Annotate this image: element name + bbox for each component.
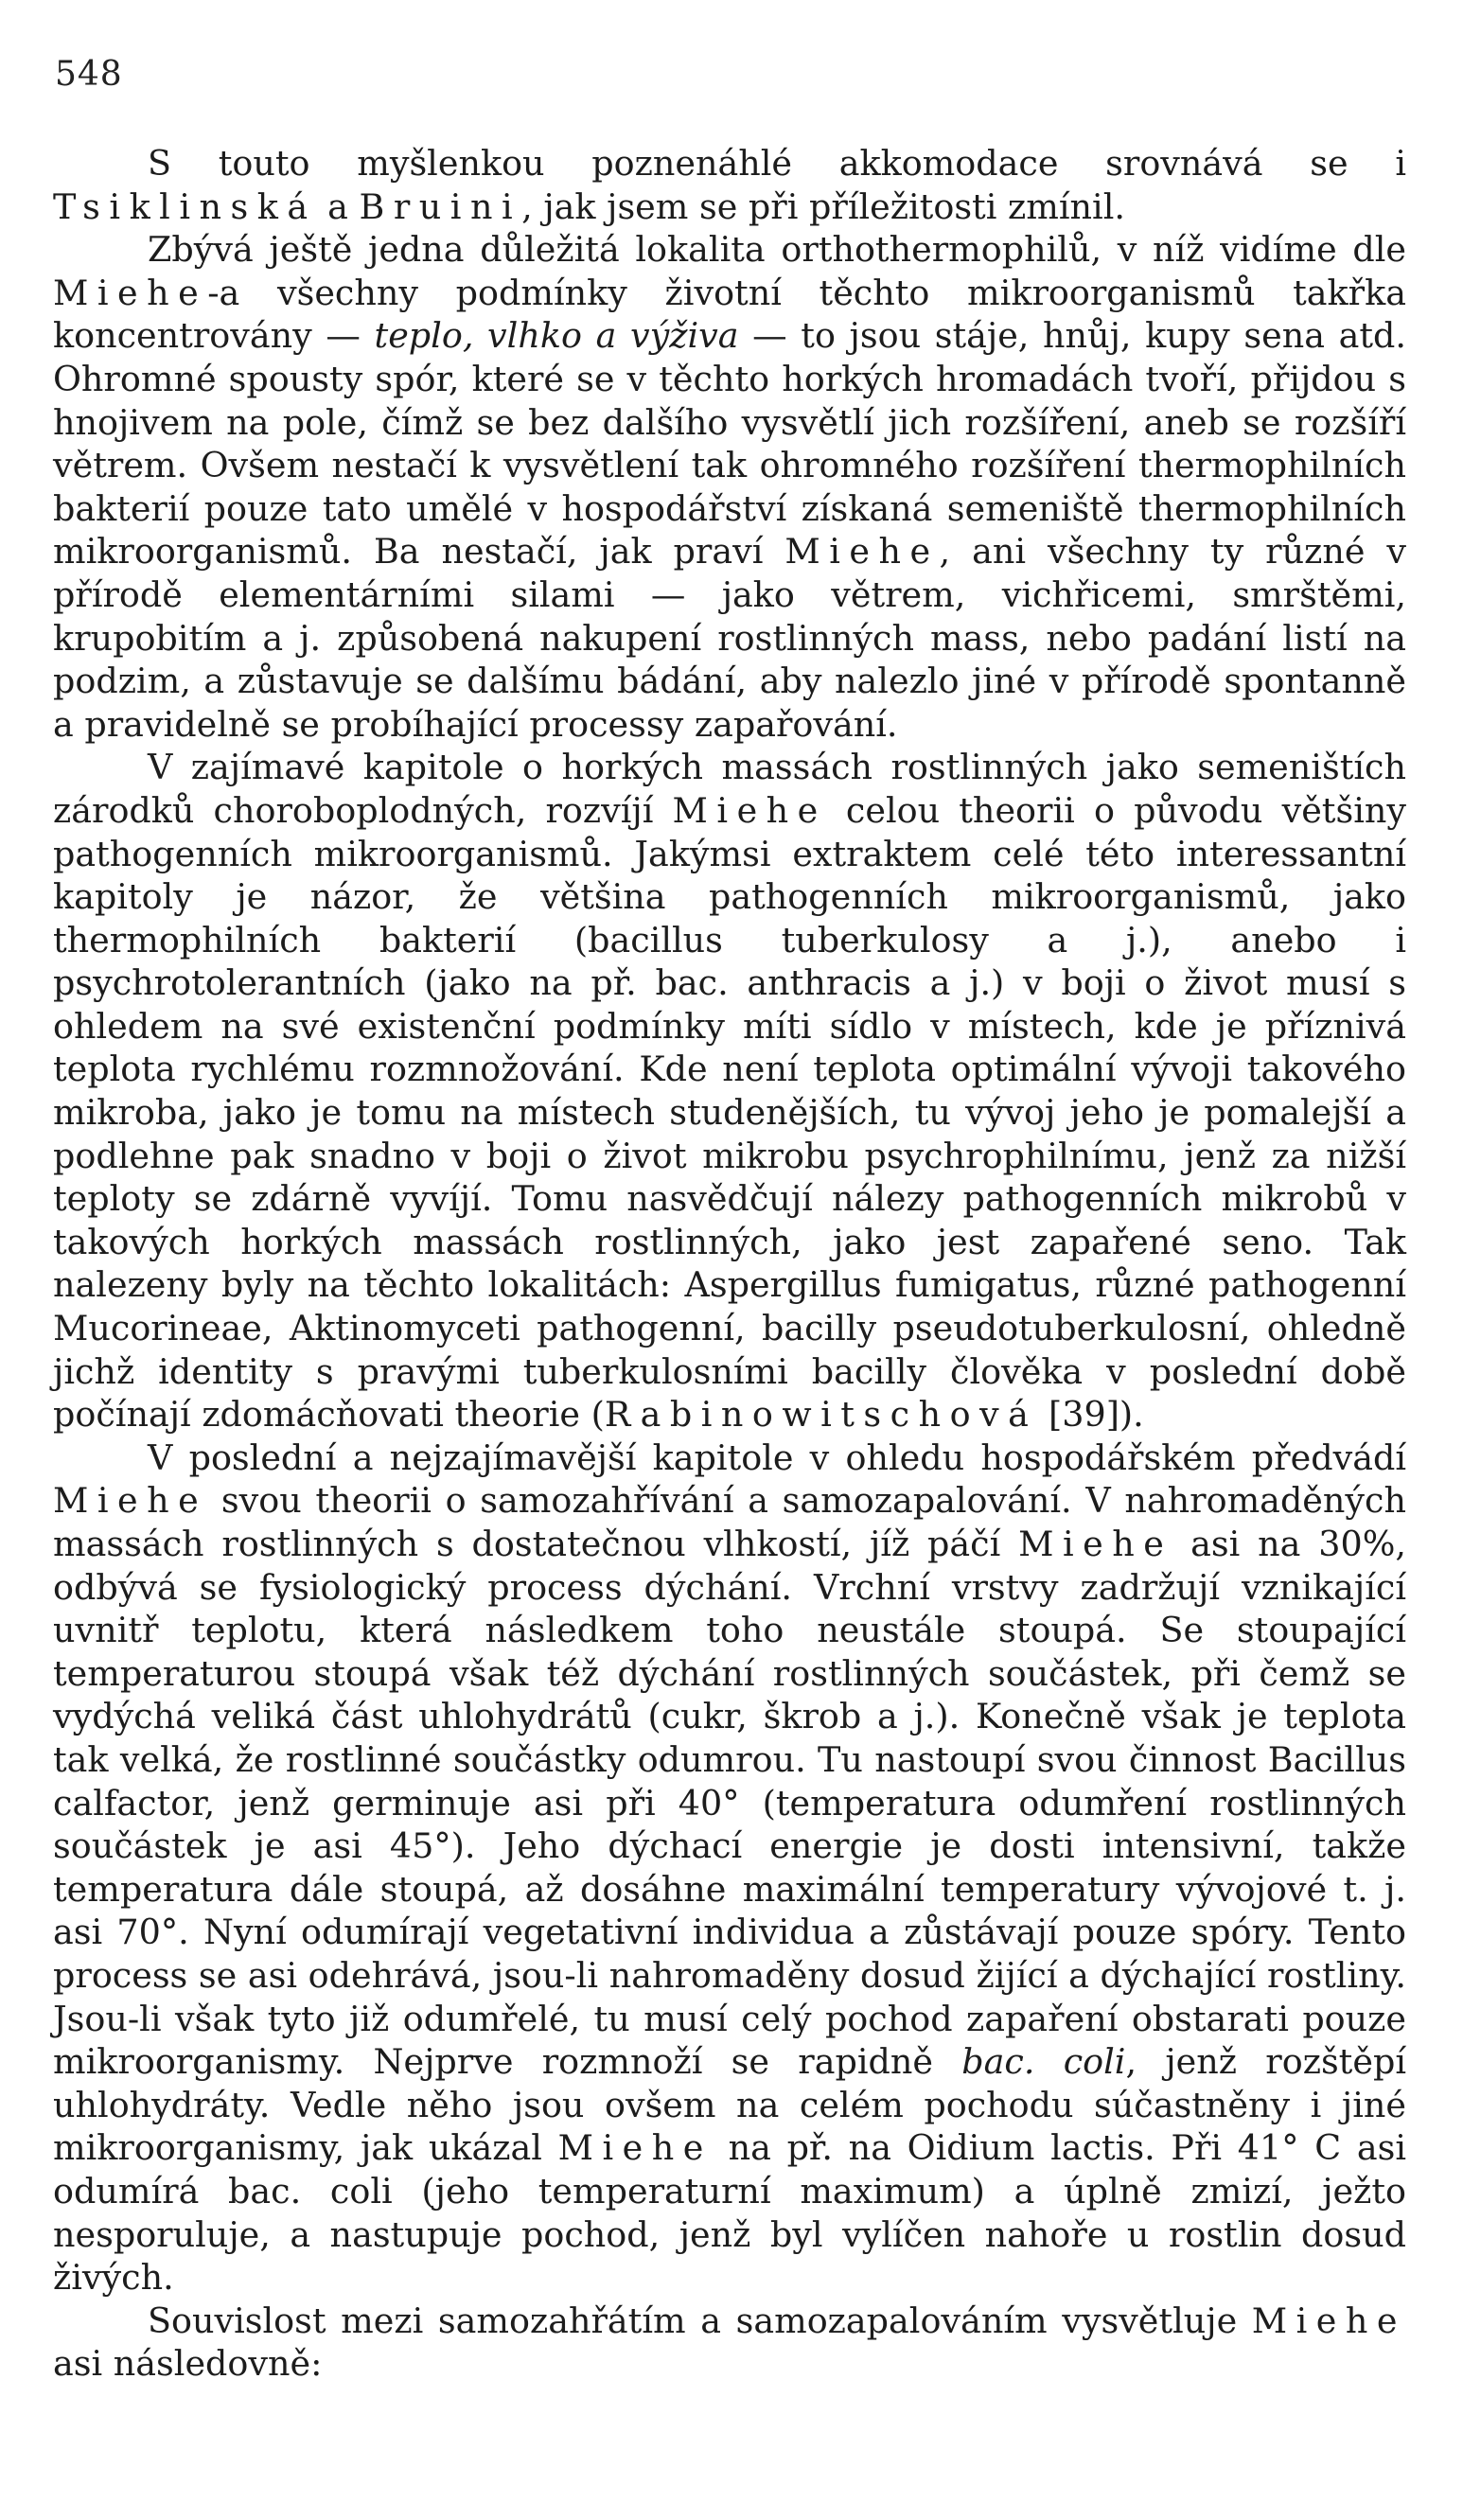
paragraph [53, 1436, 1406, 2300]
author-name: Miehe [53, 272, 208, 313]
author-name: Tsiklinská [53, 185, 317, 227]
text-run: , ani všechny ty různé v přírodě elementárními silami — jako větrem, vichřicemi, smrštěmi, krupobitím a j. způsobená nakupení rostlinných mass, nebo padání listí na podzim, a zůstavuje se dalšímu bádání, aby nalezlo jiné v přírodě spontanně a pravidelně se probíhající processy zapařování. [53, 531, 1406, 745]
text-run: Souvislost mezi samozahřátím a samozapalováním vysvětluje [148, 2300, 1252, 2341]
author-name: Rabinowitschová [604, 1394, 1038, 1436]
body-text [53, 142, 1406, 2386]
emphasis-text: bac. coli [961, 2041, 1126, 2083]
author-name: Bruini [359, 185, 522, 227]
text-run: asi na 30%, odbývá se fysiologický process dýchání. Vrchní vrstvy zadržují vznikající uvnitř teplotu, která následkem toho neustále stoupá. Se stoupající temperaturou stoupá však též dýchání rostlinných součástek, při čemž se vydýchá veliká část uhlohydrátů (cukr, škrob a j.). Konečně však je teplota tak velká, že rostlinné součástky odumrou. Tu nastoupí svou činnost Bacillus calfactor, jenž germinuje asi při 40° (temperatura odumření rostlinných součástek je asi 45°). Jeho dýchací energie je dosti intensivní, takže temperatura dále stoupá, až dosáhne maximální temperatury vývojové t. j. asi 70°. Nyní odumírají vegetativní individua a zůstávají pouze spóry. Tento process se asi odehrává, jsou-li nahromaděny dosud žijící a dýchající rostliny. Jsou-li však tyto již odumřelé, tu musí celý pochod zapaření obstarati pouze mikroorganismy. Nejprve rozmnoží se rapidně [53, 1524, 1406, 2083]
text-run: svou theorii o samozahřívání a samozapalování. V nahromaděných massách rostlinných s dostatečnou vlhkostí, jíž páčí [53, 1480, 1406, 1564]
author-name: Miehe [672, 789, 827, 831]
paragraph [53, 2300, 1406, 2386]
paragraph [53, 746, 1406, 1436]
text-run: Zbývá ještě jedna důležitá lokalita orthothermophilů, v níž vidíme dle [148, 229, 1406, 271]
text-run: S touto myšlenkou poznenáhlé akkomodace srovnává se i [148, 143, 1406, 184]
text-run: -a všechny podmínky životní těchto mikroorganismů takřka koncentrovány — [53, 272, 1406, 357]
text-run: na př. na Oidium lactis. Při 41° C asi odumírá bac. coli (jeho temperaturní maximum) a úplně zmizí, ježto nesporuluje, a nastupuje pochod, jenž byl vylíčen nahoře u rostlin dosud živých. [53, 2127, 1406, 2299]
text-run: V poslední a nejzajímavější kapitole v ohledu hospodářském předvádí [148, 1436, 1406, 1478]
author-name: Miehe [784, 531, 940, 573]
text-run: asi následovně: [53, 2343, 323, 2385]
text-run: [39]). [1037, 1394, 1144, 1436]
text-run: V zajímavé kapitole o horkých massách rostlinných jako semeništích zárodků choroboplodných, rozvíjí [53, 747, 1406, 831]
paragraph [53, 142, 1406, 228]
page-number: 548 [55, 55, 123, 94]
text-run: celou theorii o původu většiny pathogenních mikroorganismů. Jakýmsi extraktem celé této interessantní kapitoly je názor, že většina pathogenních mikroorganismů, jako thermophilních bakterií (bacillus tuberkulosy a j.), anebo i psychrotolerantních (jako na př. bac. anthracis a j.) v boji o život musí s ohledem na své existenční podmínky míti sídlo v místech, kde je příznivá teplota rychlému rozmnožování. Kde není teplota optimální vývoji takového mikroba, jako je tomu na místech studenějších, tu vývoj jeho je pomalejší a podlehne pak snadno v boji o život mikrobu psychrophilnímu, jenž za nižší teploty se zdárně vyvíjí. Tomu nasvědčují nálezy pathogenních mikrobů v takových horkých massách rostlinných, jako jest zapařené seno. Tak nalezeny byly na těchto lokalitách: Aspergillus fumigatus, různé pathogenní Mucorineae, Aktinomyceti pathogenní, bacilly pseudotuberkulosní, ohledně jichž identity s pravými tuberkulosními bacilly člověka v poslední době počínají zdomácňovati theorie ( [53, 789, 1406, 1436]
author-name: Miehe [557, 2127, 713, 2169]
text-run: — to jsou stáje, hnůj, kupy sena atd. Ohromné spousty spór, které se v těchto horkých hromadách tvoří, přijdou s hnojivem na pole, čímž se bez dalšího vysvětlí jich rozšíření, aneb se rozšíří větrem. Ovšem nestačí k vysvětlení tak ohromného rozšíření thermophilních bakterií pouze tato umělé v hospodářství získaná semeniště thermophilních mikroorganismů. Ba nestačí, jak praví [53, 315, 1406, 573]
text-run: , jenž rozštěpí uhlohydráty. Vedle něho jsou ovšem na celém pochodu súčastněny i jiné mikroorganismy, jak ukázal [53, 2041, 1406, 2169]
text-run: , jak jsem se při příležitosti zmínil. [521, 185, 1125, 227]
author-name: Miehe [1018, 1524, 1173, 1564]
text-run: a [316, 185, 360, 227]
author-name: Miehe [53, 1480, 208, 1522]
author-name: Miehe [1251, 2300, 1406, 2341]
emphasis-text: teplo, vlhko a výživa [374, 315, 739, 357]
paragraph [53, 228, 1406, 746]
